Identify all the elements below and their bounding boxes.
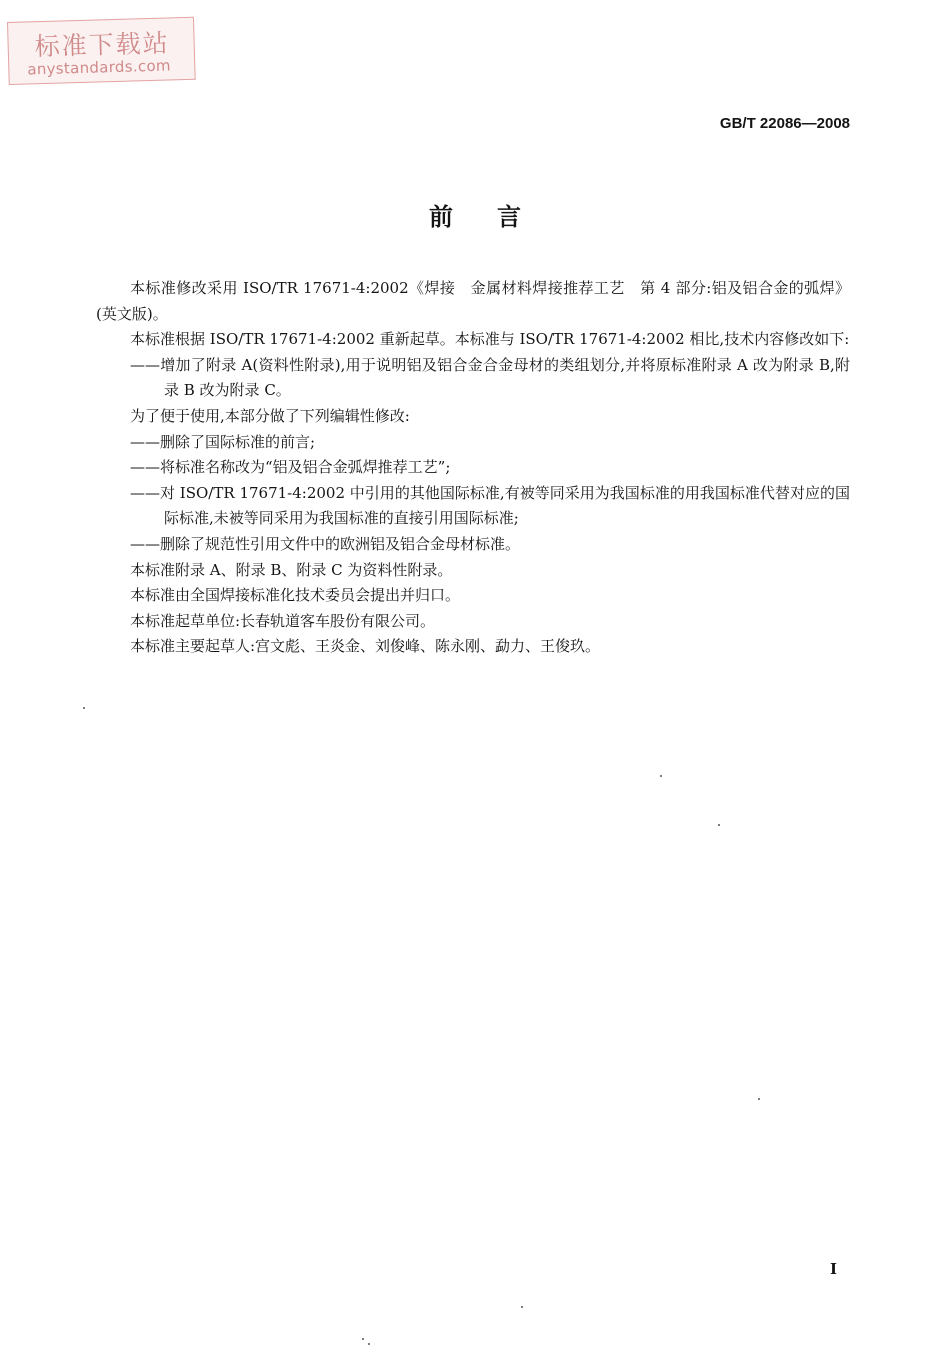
page-title: 前言 xyxy=(429,203,565,231)
paragraph-annexes: 本标准附录 A、附录 B、附录 C 为资料性附录。 xyxy=(130,560,453,579)
stamp-chinese-text: 标准下载站 xyxy=(34,28,171,62)
scan-speck xyxy=(521,1306,523,1308)
scan-speck xyxy=(83,707,85,709)
paragraph-adoption: 本标准修改采用 ISO/TR 17671-4:2002《焊接 金属材料焊接推荐工艺 第 4 部分:铝及铝合金的弧焊》(英文版)。 xyxy=(96,279,850,323)
paragraph-proposer: 本标准由全国焊接标准化技术委员会提出并归口。 xyxy=(130,586,461,605)
scan-speck xyxy=(718,824,720,826)
watermark-stamp xyxy=(7,17,196,85)
list-item-technical-change: ——增加了附录 A(资料性附录),用于说明铝及铝合金合金母材的类组划分,并将原标准附录 A 改为附录 B,附录 B 改为附录 C。 xyxy=(130,355,850,400)
scan-speck xyxy=(758,1098,760,1100)
scan-speck xyxy=(660,775,662,777)
paragraph-editorial-intro: 为了便于使用,本部分做了下列编辑性修改: xyxy=(130,406,410,425)
list-item-editorial-2: ——将标准名称改为“铝及铝合金弧焊推荐工艺”; xyxy=(130,458,451,477)
scan-speck xyxy=(362,1338,364,1340)
list-item-editorial-1: ——删除了国际标准的前言; xyxy=(130,432,316,451)
list-item-editorial-4: ——删除了规范性引用文件中的欧洲铝及铝合金母材标准。 xyxy=(130,534,521,553)
scan-speck xyxy=(368,1343,370,1345)
stamp-website-text: anystandards.com xyxy=(27,56,172,79)
paragraph-redraft: 本标准根据 ISO/TR 17671-4:2002 重新起草。本标准与 ISO/TR 17671-4:2002 相比,技术内容修改如下: xyxy=(130,330,850,349)
list-item-editorial-3: ——对 ISO/TR 17671-4:2002 中引用的其他国际标准,有被等同采用为我国标准的用我国标准代替对应的国际标准,未被等同采用为我国标准的直接引用国际标准; xyxy=(130,483,850,528)
paragraph-drafters: 本标准主要起草人:宫文彪、王炎金、刘俊峰、陈永刚、勐力、王俊玖。 xyxy=(130,637,601,656)
foreword-body xyxy=(96,276,850,660)
standard-code: GB/T 22086—2008 xyxy=(719,115,850,132)
page-number: I xyxy=(830,1260,838,1278)
paragraph-drafting-unit: 本标准起草单位:长春轨道客车股份有限公司。 xyxy=(130,611,436,630)
